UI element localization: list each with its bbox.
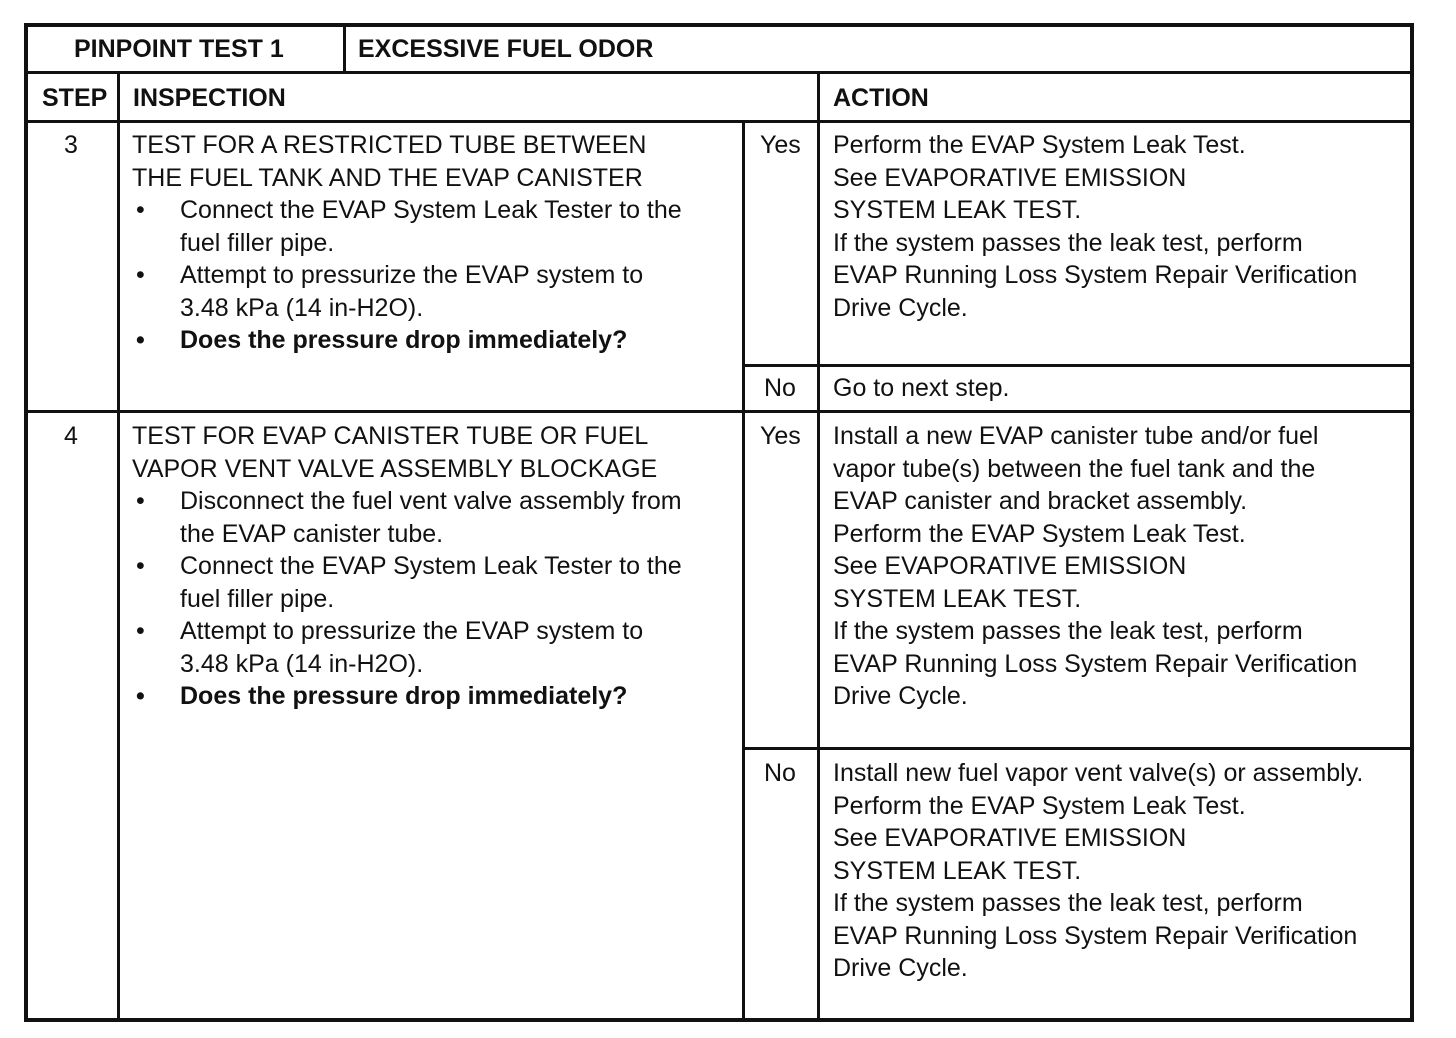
result-column-divider: [742, 122, 745, 1022]
yes-label: Yes: [760, 131, 801, 159]
inspection-column-header: INSPECTION: [133, 84, 286, 112]
bullet-item: • Does the pressure drop immediately?: [132, 680, 682, 713]
pinpoint-test-title: EXCESSIVE FUEL ODOR: [358, 35, 654, 63]
step-title-line: THE FUEL TANK AND THE EVAP CANISTER: [132, 163, 643, 192]
step-bullet-list: [132, 485, 682, 713]
step-number: 4: [64, 422, 78, 450]
step-title-line: TEST FOR A RESTRICTED TUBE BETWEEN: [132, 131, 647, 159]
no-action: Install new fuel vapor vent valve(s) or assembly. Perform the EVAP System Leak Test. See EVAPORATIVE EMISSION SYSTEM LEAK TEST. If the system passes the leak test, perform EVAP Running Loss System Repair Verification Drive Cycle.: [833, 759, 1364, 982]
bullet-item: • Disconnect the fuel vent valve assembly from the EVAP canister tube.: [136, 487, 682, 548]
action-column-header: ACTION: [833, 84, 929, 112]
bullet-item: • Attempt to pressurize the EVAP system to 3.48 kPa (14 in-H2O).: [136, 261, 644, 322]
pinpoint-test-label: PINPOINT TEST 1: [74, 35, 284, 63]
bullet-item: • Connect the EVAP System Leak Tester to the fuel filler pipe.: [136, 196, 682, 257]
bullet-item: • Does the pressure drop immediately?: [132, 324, 682, 357]
no-label: No: [764, 759, 796, 787]
no-label: No: [764, 374, 796, 402]
step-column-header: STEP: [42, 84, 108, 112]
bullet-dot: •: [136, 196, 145, 224]
step-bullet-list: [132, 194, 682, 357]
pinpoint-test-table: [24, 23, 1414, 1022]
step3-yes-no-divider: [742, 364, 1410, 367]
step-title-line: TEST FOR EVAP CANISTER TUBE OR FUEL: [132, 422, 649, 450]
bullet-dot: •: [136, 487, 145, 515]
header-row-divider: [28, 120, 1410, 123]
step4-yes-no-divider: [742, 747, 1410, 750]
yes-label: Yes: [760, 422, 801, 450]
yes-action: Perform the EVAP System Leak Test. See EVAPORATIVE EMISSION SYSTEM LEAK TEST. If the system passes the leak test, perform EVAP Running Loss System Repair Verification Drive Cycle.: [833, 131, 1358, 322]
bullet-item: • Attempt to pressurize the EVAP system to 3.48 kPa (14 in-H2O).: [136, 617, 644, 678]
no-action: Go to next step.: [833, 374, 1010, 402]
title-row-divider: [28, 71, 1410, 74]
bullet-dot: •: [136, 682, 145, 710]
bullet-dot: •: [136, 552, 145, 580]
step3-step4-divider: [28, 410, 1410, 413]
step-number: 3: [64, 131, 78, 159]
bullet-dot: •: [136, 261, 145, 289]
action-column-divider: [817, 73, 820, 1022]
title-cell-divider: [343, 27, 346, 73]
bullet-dot: •: [136, 326, 145, 354]
yes-action: Install a new EVAP canister tube and/or fuel vapor tube(s) between the fuel tank and the EVAP canister and bracket assembly. Perform the EVAP System Leak Test. See EVAPORATIVE EMISSION SYSTEM LEAK TEST. If the system passes the leak test, perform EVAP Running Loss System Repair Verification Drive Cycle.: [833, 422, 1358, 710]
bullet-dot: •: [136, 617, 145, 645]
step-column-divider: [117, 73, 120, 1022]
bullet-item: • Connect the EVAP System Leak Tester to the fuel filler pipe.: [136, 552, 682, 613]
step-title-line: VAPOR VENT VALVE ASSEMBLY BLOCKAGE: [132, 454, 658, 483]
